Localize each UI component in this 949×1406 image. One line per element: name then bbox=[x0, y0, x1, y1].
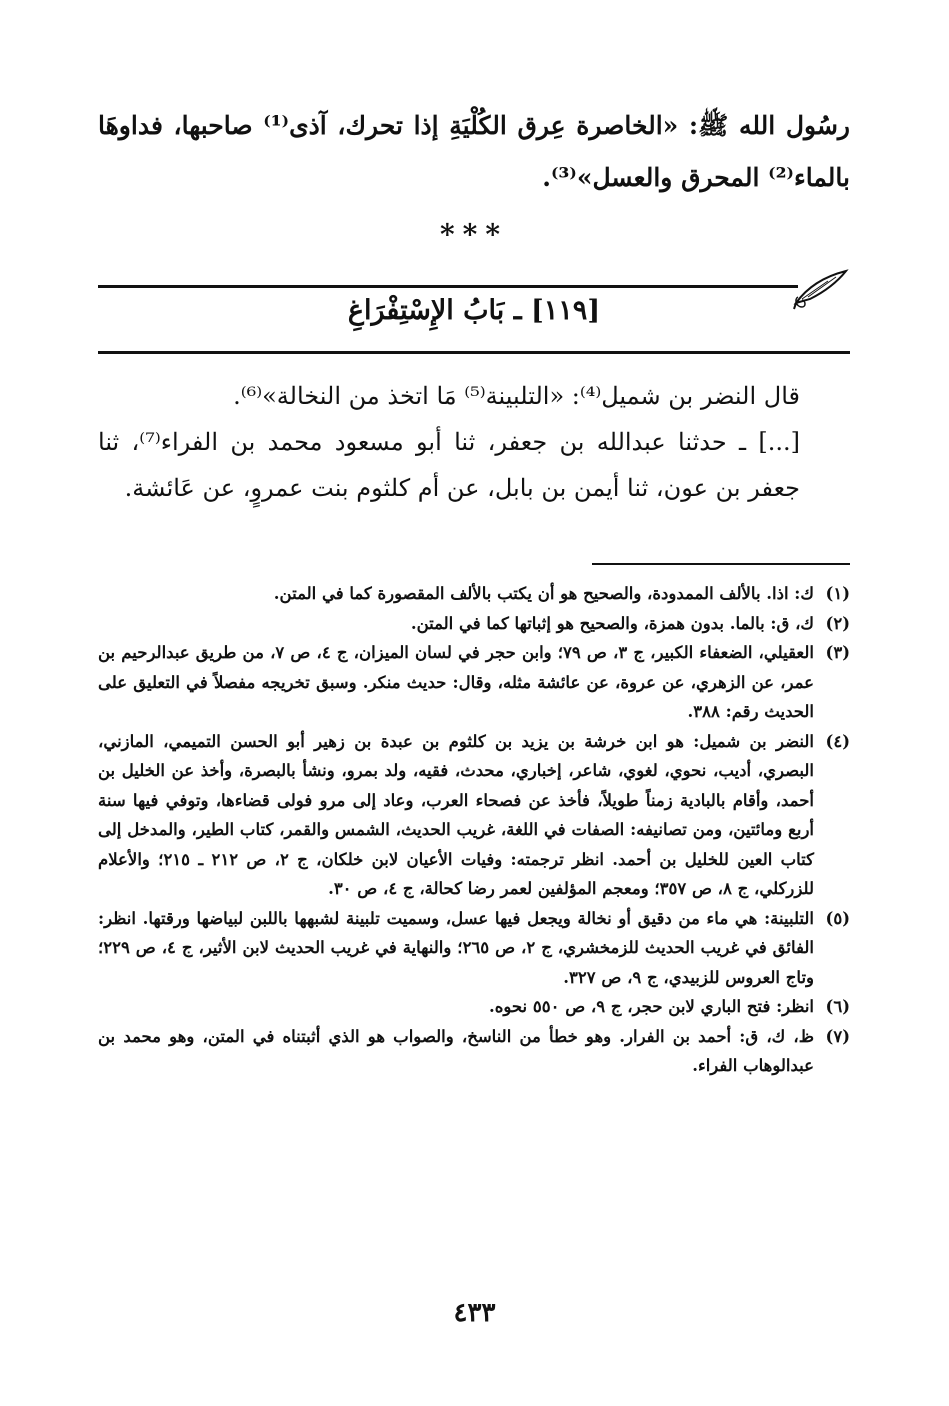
footnote bbox=[98, 579, 850, 609]
body-paragraph: [...] ـ حدثنا عبدالله بن جعفر، ثنا أبو مسعود محمد بن الفراء⁽⁷⁾، ثنا جعفر بن عون، ثنا أيمن بن بابل، عن أم كلثوم بنت عمروٍ، عن عَائشة. bbox=[98, 428, 800, 502]
footnote-number: (٤) bbox=[825, 731, 850, 751]
footnote-separator bbox=[592, 563, 850, 565]
page bbox=[98, 80, 850, 1081]
footnote-number: (٢) bbox=[825, 613, 850, 633]
footnotes bbox=[98, 579, 850, 1081]
footnote-number: (٣) bbox=[825, 643, 850, 662]
footnote-number: (٦) bbox=[825, 997, 850, 1016]
footnote-text: ك: اذا. بالألف الممدودة، والصحيح هو أن يكتب بالألف المقصورة كما في المتن. bbox=[273, 584, 814, 603]
footnote bbox=[98, 1022, 850, 1081]
footnote-text: النضر بن شميل: هو ابن خرشة بن يزيد بن كلثوم بن عبدة بن زهير أبو الحسن التميمي، المازني، البصري، أديب، نحوي، لغوي، شاعر، إخباري، محدث، فقيه، ولد بمرو، ونشأ بالبصرة، وأخذ عن الخليل بن أحمد، وأقام بالبادية زمناً طويلاً، فأخذ عن فصحاء العرب، وعاد إلى مرو فولى قضاءها، وتوفي فيها سنة أربع ومائتين، ومن تصانيفه: الصفات في اللغة، غريب الحديث، الشمس والقمر، كتاب الطير، والمدخل إلى كتاب العين للخليل بن أحمد. انظر ترجمته: وفيات الأعيان لابن خلكان، ج ٢، ص ٢١٢ ـ ٢١٥؛ والأعلام للزركلي، ج ٨، ص ٣٥٧؛ ومعجم المؤلفين لعمر رضا كحالة، ج ٤، ص ٣٠. bbox=[98, 731, 815, 898]
footnote-text: ظ، ك، ق: أحمد بن الفرار. وهو خطأ من الناسخ، والصواب هو الذي أثبتناه في المتن، وهو محمد بن عبدالوهاب الفراء. bbox=[98, 1026, 814, 1075]
footnote-text: العقيلي، الضعفاء الكبير، ج ٣، ص ٧٩؛ وابن حجر في لسان الميزان، ج ٤، ص ٧، من طريق عبدالرحيم بن عمر، عن الزهري، عن عروة، عن عائشة مثله، وقال: حديث منكر. وسبق تخريجه مفصلاً في التعليق على الحديث رقم: ٣٨٨. bbox=[98, 643, 814, 721]
chapter-header bbox=[98, 261, 850, 353]
footnote-number: (٧) bbox=[825, 1026, 850, 1046]
chapter-title: [١١٩] ـ بَابُ الإِسْتِفْرَاغِ bbox=[347, 295, 601, 326]
chapter-bottom-rule bbox=[98, 351, 850, 354]
chapter-top-rule bbox=[98, 285, 798, 288]
footnote bbox=[98, 727, 850, 904]
footnote bbox=[98, 904, 850, 993]
footnote-text: التلبينة: هي ماء من دقيق أو نخالة ويجعل فيها عسل، وسميت تلبينة لشبهها باللبن لبياضها ورقتها. انظر: الفائق في غريب الحديث للزمخشري، ج ٢، ص ٢٦٥؛ والنهاية في غريب الحديث لابن الأثير، ج ٤، ص ٢٢٩؛ وتاج العروس للزبيدي، ج ٩، ص ٣٢٧. bbox=[98, 908, 815, 987]
footnote-number: (١) bbox=[825, 584, 850, 603]
page-number: ٤٣٣ bbox=[453, 1298, 496, 1328]
footnote-text: انظر: فتح الباري لابن حجر، ج ٩، ص ٥٥٠ نحوه. bbox=[488, 997, 814, 1016]
separator-stars: *** bbox=[440, 218, 508, 251]
footnote bbox=[98, 609, 850, 639]
body-text bbox=[98, 373, 850, 511]
footnote bbox=[98, 992, 850, 1022]
footnote bbox=[98, 638, 850, 727]
body-paragraph: قال النضر بن شميل⁽⁴⁾: «التلبينة⁽⁵⁾ مَا اتخذ من النخالة»⁽⁶⁾. bbox=[233, 382, 800, 410]
footnote-text: ك، ق: بالما. بدون همزة، والصحيح هو إثباتها كما في المتن. bbox=[410, 613, 814, 633]
footnote-number: (٥) bbox=[825, 908, 850, 928]
intro-text: رسُول الله ﷺ: «الخاصرة عِرق الكُلْيَةِ إذا تحرك، آذى⁽¹⁾ صاحبها، فداوهَا بالماء⁽²⁾ المحرق والعسل»⁽³⁾. bbox=[98, 111, 850, 192]
